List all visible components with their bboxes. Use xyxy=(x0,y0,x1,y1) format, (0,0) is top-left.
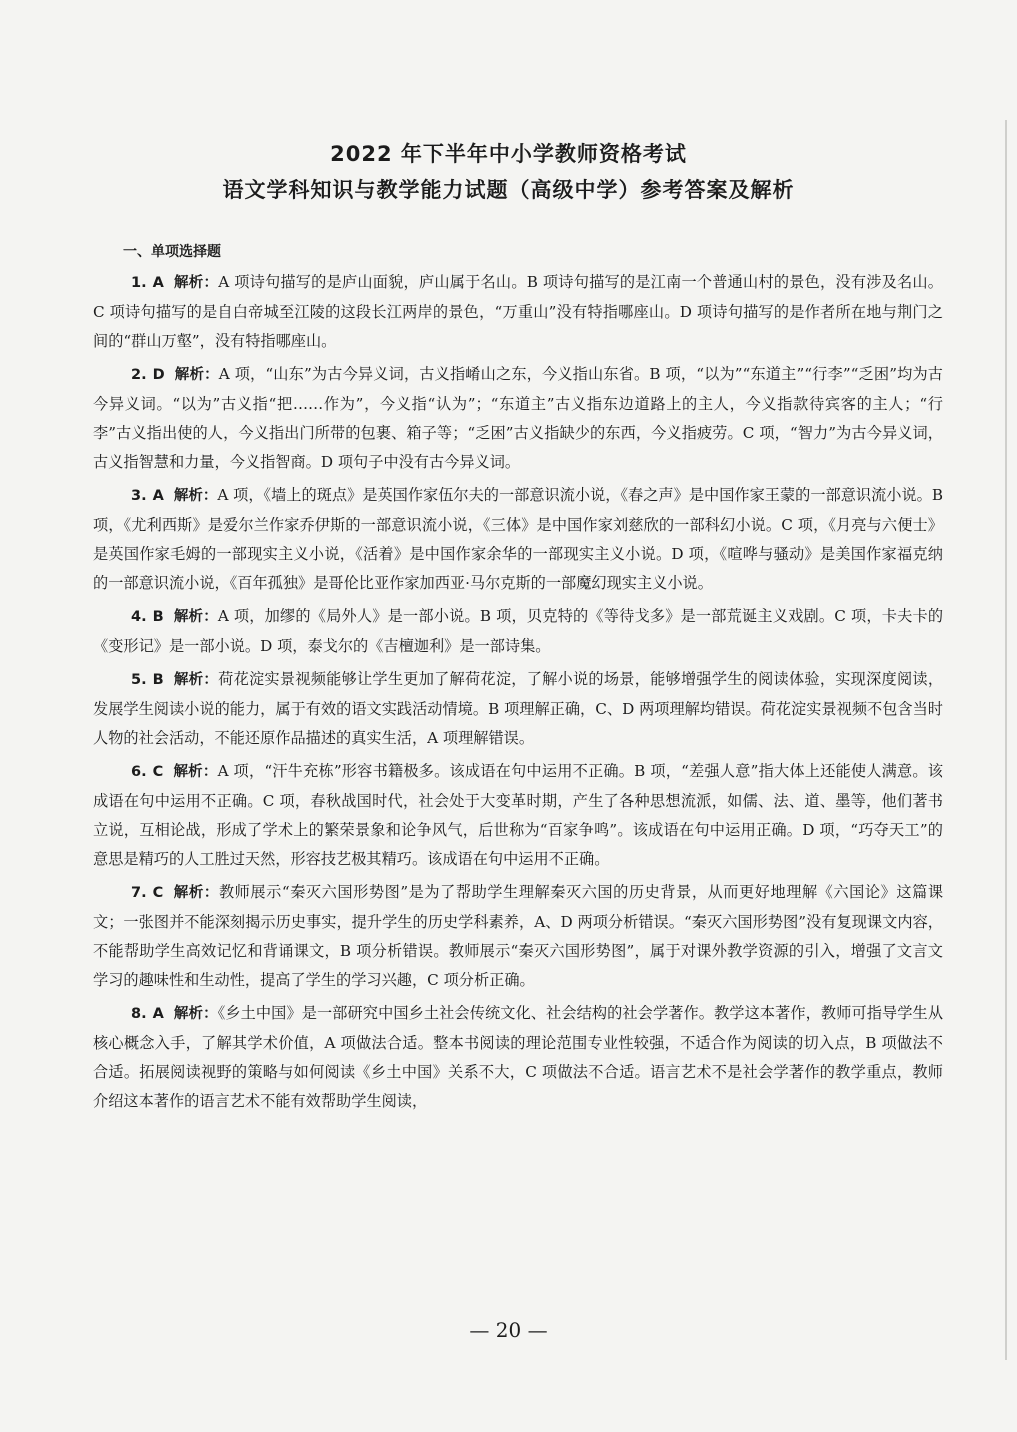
answer-letter: A xyxy=(152,1006,164,1022)
analysis-text: A 项，《墙上的斑点》是英国作家伍尔夫的一部意识流小说，《春之声》是中国作家王蒙的一部意识流小说。B 项，《尤利西斯》是爱尔兰作家乔伊斯的一部意识流小说，《三体》是中国作家刘慈欣的一部科幻小说。C 项，《月亮与六便士》是英国作家毛姆的一部现实主义小说，《活着》是中国作家余华的一部现实主义小说。D 项，《喧哗与骚动》是美国作家福克纳的一部意识流小说，《百年孤独》是哥伦比亚作家加西亚·马尔克斯的一部魔幻现实主义小说。 xyxy=(93,486,944,592)
question-item xyxy=(93,268,943,356)
answer-content xyxy=(93,238,943,1120)
question-item xyxy=(93,360,943,477)
answer-letter: A xyxy=(152,488,164,504)
page-subtitle: 语文学科知识与教学能力试题（高级中学）参考答案及解析 xyxy=(222,178,795,202)
question-number: 1. xyxy=(131,275,147,291)
question-item xyxy=(93,481,943,598)
question-number: 4. xyxy=(131,609,147,625)
question-list xyxy=(93,268,943,1116)
scan-edge-line xyxy=(1005,120,1007,1360)
analysis-text: A 项，加缪的《局外人》是一部小说。B 项，贝克特的《等待戈多》是一部荒诞主义戏剧。C 项，卡夫卡的《变形记》是一部小说。D 项，泰戈尔的《吉檀迦利》是一部诗集。 xyxy=(93,607,944,655)
analysis-text: A 项，“山东”为古今异义词，古义指崤山之东，今义指山东省。B 项，“以为”“东道主”“行李”“乏困”均为古今异义词。“以为”古义指“把……作为”，今义指“认为”；“东道主”古义指东边道路上的主人，今义指款待宾客的主人；“行李”古义指出使的人，今义指出门所带的包裹、箱子等；“乏困”古义指缺少的东西，今义指疲劳。C 项，“智力”为古今异义词，古义指智慧和力量，今义指智商。D 项句子中没有古今异义词。 xyxy=(93,365,943,471)
question-number: 7. xyxy=(131,885,147,901)
question-item xyxy=(93,665,943,753)
answer-letter: B xyxy=(152,672,164,688)
question-number: 3. xyxy=(131,488,147,504)
analysis-text: 荷花淀实景视频能够让学生更加了解荷花淀，了解小说的场景，能够增强学生的阅读体验，实现深度阅读，发展学生阅读小说的能力，属于有效的语文实践活动情境。B 项理解正确，C、D 两项理解均错误。荷花淀实景视频不包含当时人物的社会活动，不能还原作品描述的真实生活，A 项理解错误。 xyxy=(93,670,944,747)
analysis-label: 解析： xyxy=(173,488,218,504)
page-title: 2022 年下半年中小学教师资格考试 xyxy=(330,142,687,166)
analysis-label: 解析： xyxy=(173,1006,218,1022)
question-item xyxy=(93,602,943,661)
analysis-label: 解析： xyxy=(173,275,219,291)
answer-letter: D xyxy=(152,367,165,383)
analysis-label: 解析： xyxy=(174,367,219,383)
section-heading: 一、单项选择题 xyxy=(123,244,221,260)
question-number: 2. xyxy=(131,367,147,383)
question-item xyxy=(93,999,943,1116)
analysis-label: 解析： xyxy=(173,672,219,688)
answer-letter: C xyxy=(152,764,164,780)
page-number: — 20 — xyxy=(469,1318,548,1342)
analysis-label: 解析： xyxy=(173,609,218,625)
analysis-label: 解析： xyxy=(173,764,218,780)
analysis-text: 教师展示“秦灭六国形势图”是为了帮助学生理解秦灭六国的历史背景，从而更好地理解《六国论》这篇课文；一张图并不能深刻揭示历史事实，提升学生的历史学科素养，A、D 两项分析错误。“秦灭六国形势图”没有复现课文内容，不能帮助学生高效记忆和背诵课文，B 项分析错误。教师展示“秦灭六国形势图”，属于对课外教学资源的引入，增强了文言文学习的趣味性和生动性，提高了学生的学习兴趣，C 项分析正确。 xyxy=(93,883,944,989)
analysis-text: 《乡土中国》是一部研究中国乡土社会传统文化、社会结构的社会学著作。教学这本著作，教师可指导学生从核心概念入手，了解其学术价值，A 项做法合适。整本书阅读的理论范围专业性较强，不适合作为阅读的切入点，B 项做法不合适。拓展阅读视野的策略与如何阅读《乡土中国》关系不大，C 项做法不合适。语言艺术不是社会学著作的教学重点，教师介绍这本著作的语言艺术不能有效帮助学生阅读， xyxy=(93,1004,944,1110)
answer-letter: A xyxy=(152,275,164,291)
answer-letter: C xyxy=(152,885,164,901)
analysis-text: A 项诗句描写的是庐山面貌，庐山属于名山。B 项诗句描写的是江南一个普通山村的景色，没有涉及名山。C 项诗句描写的是自白帝城至江陵的这段长江两岸的景色，“万重山”没有特指哪座山。D 项诗句描写的是作者所在地与荆门之间的“群山万壑”，没有特指哪座山。 xyxy=(93,273,943,350)
question-number: 6. xyxy=(131,764,147,780)
question-item xyxy=(93,757,943,874)
question-number: 8. xyxy=(131,1006,147,1022)
analysis-text: A 项，“汗牛充栋”形容书籍极多。该成语在句中运用不正确。B 项，“差强人意”指大体上还能使人满意。该成语在句中运用不正确。C 项，春秋战国时代，社会处于大变革时期，产生了各种思想流派，如儒、法、道、墨等，他们著书立说，互相论战，形成了学术上的繁荣景象和论争风气，后世称为“百家争鸣”。该成语在句中运用正确。D 项，“巧夺天工”的意思是精巧的人工胜过天然，形容技艺极其精巧。该成语在句中运用不正确。 xyxy=(93,762,943,868)
question-item xyxy=(93,878,943,995)
answer-letter: B xyxy=(152,609,164,625)
question-number: 5. xyxy=(131,672,147,688)
analysis-label: 解析： xyxy=(173,885,219,901)
